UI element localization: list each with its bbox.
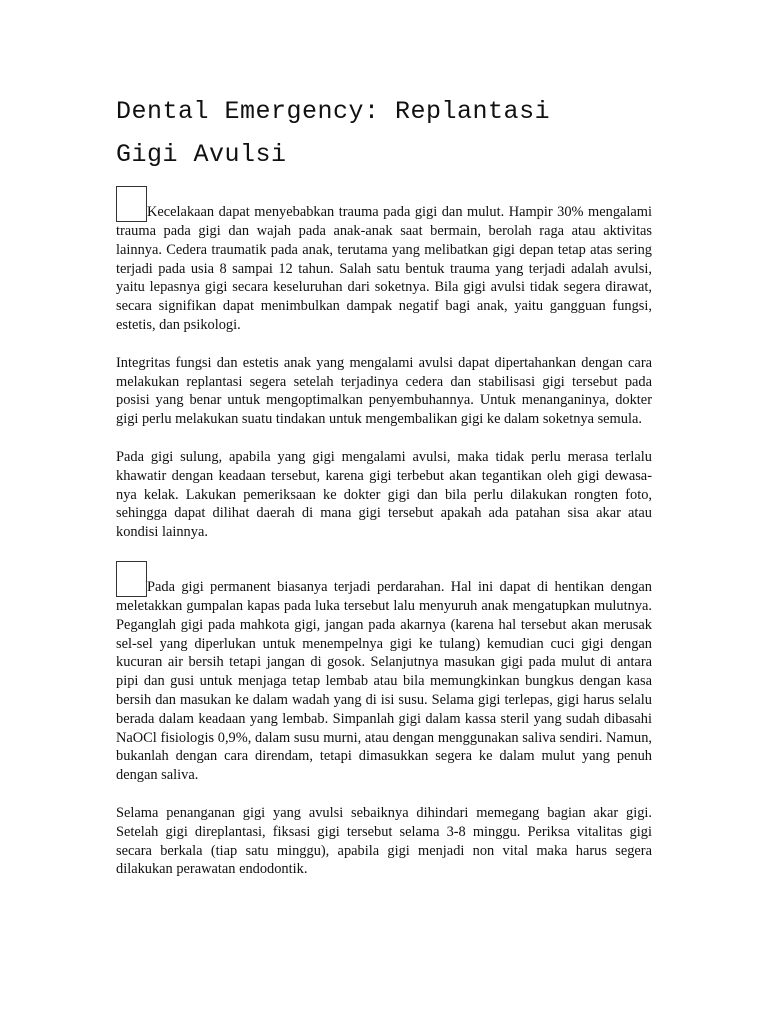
document-page <box>116 90 652 898</box>
paragraph-4 <box>116 561 652 785</box>
document-title: Dental Emergency: Replantasi Gigi Avulsi <box>116 97 551 169</box>
image-placeholder-1 <box>116 186 147 222</box>
paragraph-1-text: Kecelakaan dapat menyebabkan trauma pada gigi dan mulut. Hampir 30% mengalami trauma pada gigi dan wajah pada anak-anak saat bermain, berolah raga atau aktivitas lainnya. Cedera traumatik pada anak, terutama yang melibatkan gigi depan tetap atas sering terjadi pada usia 8 sampai 12 tahun. Salah satu bentuk trauma yang terjadi adalah avulsi, yaitu lepasnya gigi secara keseluruhan dari soketnya. Bila gigi avulsi tidak segera dirawat, secara signifikan dapat menimbulkan dampak negatif bagi anak, yaitu gangguan fungsi, estetis, dan psikologi. <box>116 204 652 333</box>
paragraph-4-text: Pada gigi permanent biasanya terjadi perdarahan. Hal ini dapat di hentikan dengan meletakkan gumpalan kapas pada luka tersebut lalu menyuruh anak mengatupkan mulutnya. Peganglah gigi pada mahkota gigi, jangan pada akarnya (karena hal tersebut akan merusak sel-sel yang diperlukan untuk menempelnya gigi ke tulang) kemudian cuci gigi dengan kucuran air bersih tetapi jangan di gosok. Selanjutnya masukan gigi pada mulut di antara pipi dan gusi untuk menjaga tetap lembab atau bila memungkinkan bungkus dengan kasa bersih dan masukan ke dalam wadah yang di isi susu. Selama gigi terlepas, gigi harus selalu berada dalam keadaan yang lembab. Simpanlah gigi dalam kassa steril yang sudah dibasahi NaOCl fisiologis 0,9%, dalam susu murni, atau dengan menggunakan saliva sendiri. Namun, bukanlah dengan cara direndam, tetapi dimasukkan segera ke dalam mulut yang penuh dengan saliva. <box>116 579 652 784</box>
paragraph-3: Pada gigi sulung, apabila yang gigi mengalami avulsi, maka tidak perlu merasa terlalu khawatir dengan keadaan tersebut, karena gigi terbebut akan tegantikan oleh gigi dewasa-nya kelak. Lakukan pemeriksaan ke dokter gigi dan bila perlu dilakukan rongten foto, sehingga dapat dilihat daerah di mana gigi tersebut apakah ada patahan sisa akar atau kondisi lainnya. <box>116 448 652 541</box>
paragraph-2: Integritas fungsi dan estetis anak yang mengalami avulsi dapat dipertahankan dengan cara melakukan replantasi segera setelah terjadinya cedera dan stabilisasi gigi tersebut pada posisi yang benar untuk mengoptimalkan penyembuhannya. Untuk menanganinya, dokter gigi perlu melakukan suatu tindakan untuk mengembalikan gigi ke dalam soketnya semula. <box>116 354 652 428</box>
image-placeholder-2 <box>116 561 147 597</box>
paragraph-5: Selama penanganan gigi yang avulsi sebaiknya dihindari memegang bagian akar gigi. Setelah gigi direplantasi, fiksasi gigi tersebut selama 3-8 minggu. Periksa vitalitas gigi secara berkala (tiap satu minggu), apabila gigi menjadi non vital maka harus segera dilakukan perawatan endodontik. <box>116 804 652 878</box>
paragraph-1 <box>116 186 652 335</box>
